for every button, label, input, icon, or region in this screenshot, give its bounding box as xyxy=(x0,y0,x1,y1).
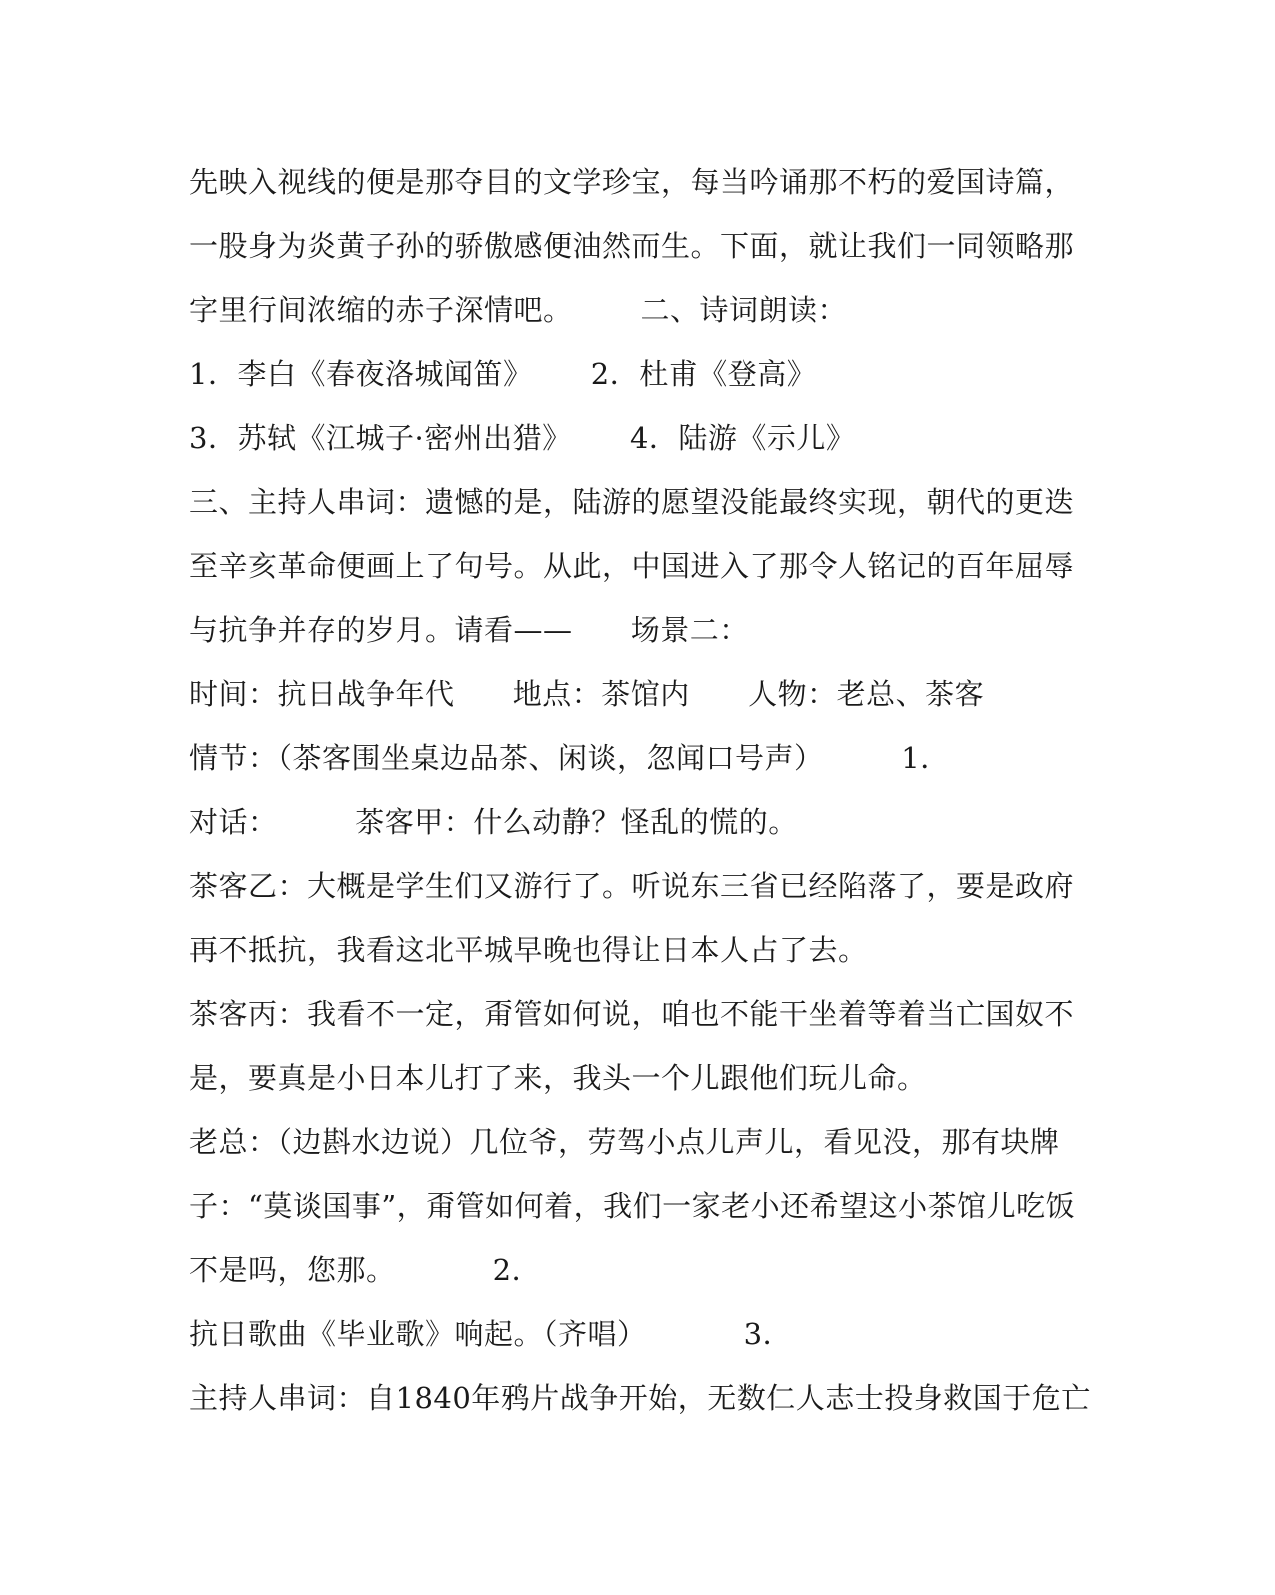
text-line-4: 1．李白《春夜洛城闻笛》 2．杜甫《登高》 xyxy=(189,357,817,391)
text-line-6: 三、主持人串词：遗憾的是，陆游的愿望没能最终实现，朝代的更迭 xyxy=(189,485,1075,519)
text-line-12: 茶客乙：大概是学生们又游行了。听说东三省已经陷落了，要是政府 xyxy=(189,869,1075,903)
text-line-1: 先映入视线的便是那夺目的文学珍宝，每当吟诵那不朽的爱国诗篇， xyxy=(189,165,1075,199)
text-line-14: 茶客丙：我看不一定，甭管如何说，咱也不能干坐着等着当亡国奴不 xyxy=(189,997,1075,1031)
text-line-3: 字里行间浓缩的赤子深情吧。 二、诗词朗读： xyxy=(189,293,848,327)
text-line-2: 一股身为炎黄子孙的骄傲感便油然而生。下面，就让我们一同领略那 xyxy=(189,229,1075,263)
text-line-16: 老总：（边斟水边说）几位爷，劳驾小点儿声儿，看见没，那有块牌 xyxy=(189,1125,1060,1159)
text-line-9: 时间：抗日战争年代 地点：茶馆内 人物：老总、茶客 xyxy=(189,677,985,711)
text-line-5: 3．苏轼《江城子·密州出猎》 4．陆游《示儿》 xyxy=(189,421,856,455)
text-line-18: 不是吗，您那。 2． xyxy=(189,1253,542,1287)
text-line-10: 情节：（茶客围坐桌边品茶、闲谈，忽闻口号声） 1． xyxy=(189,741,950,775)
text-line-19: 抗日歌曲《毕业歌》响起。（齐唱） 3． xyxy=(189,1317,793,1351)
text-line-8: 与抗争并存的岁月。请看—— 场景二： xyxy=(189,613,749,647)
text-line-20: 主持人串词：自1840年鸦片战争开始，无数仁人志士投身救国于危亡 xyxy=(189,1381,1091,1415)
text-line-13: 再不抵抗，我看这北平城早晚也得让日本人占了去。 xyxy=(189,933,868,967)
text-line-17: 子：“莫谈国事”，甭管如何着，我们一家老小还希望这小茶馆儿吃饭 xyxy=(189,1189,1076,1223)
text-line-7: 至辛亥革命便画上了句号。从此，中国进入了那令人铭记的百年屈辱 xyxy=(189,549,1075,583)
text-line-15: 是，要真是小日本儿打了来，我头一个儿跟他们玩儿命。 xyxy=(189,1061,927,1095)
text-line-11: 对话： 茶客甲：什么动静？怪乱的慌的。 xyxy=(189,805,798,839)
